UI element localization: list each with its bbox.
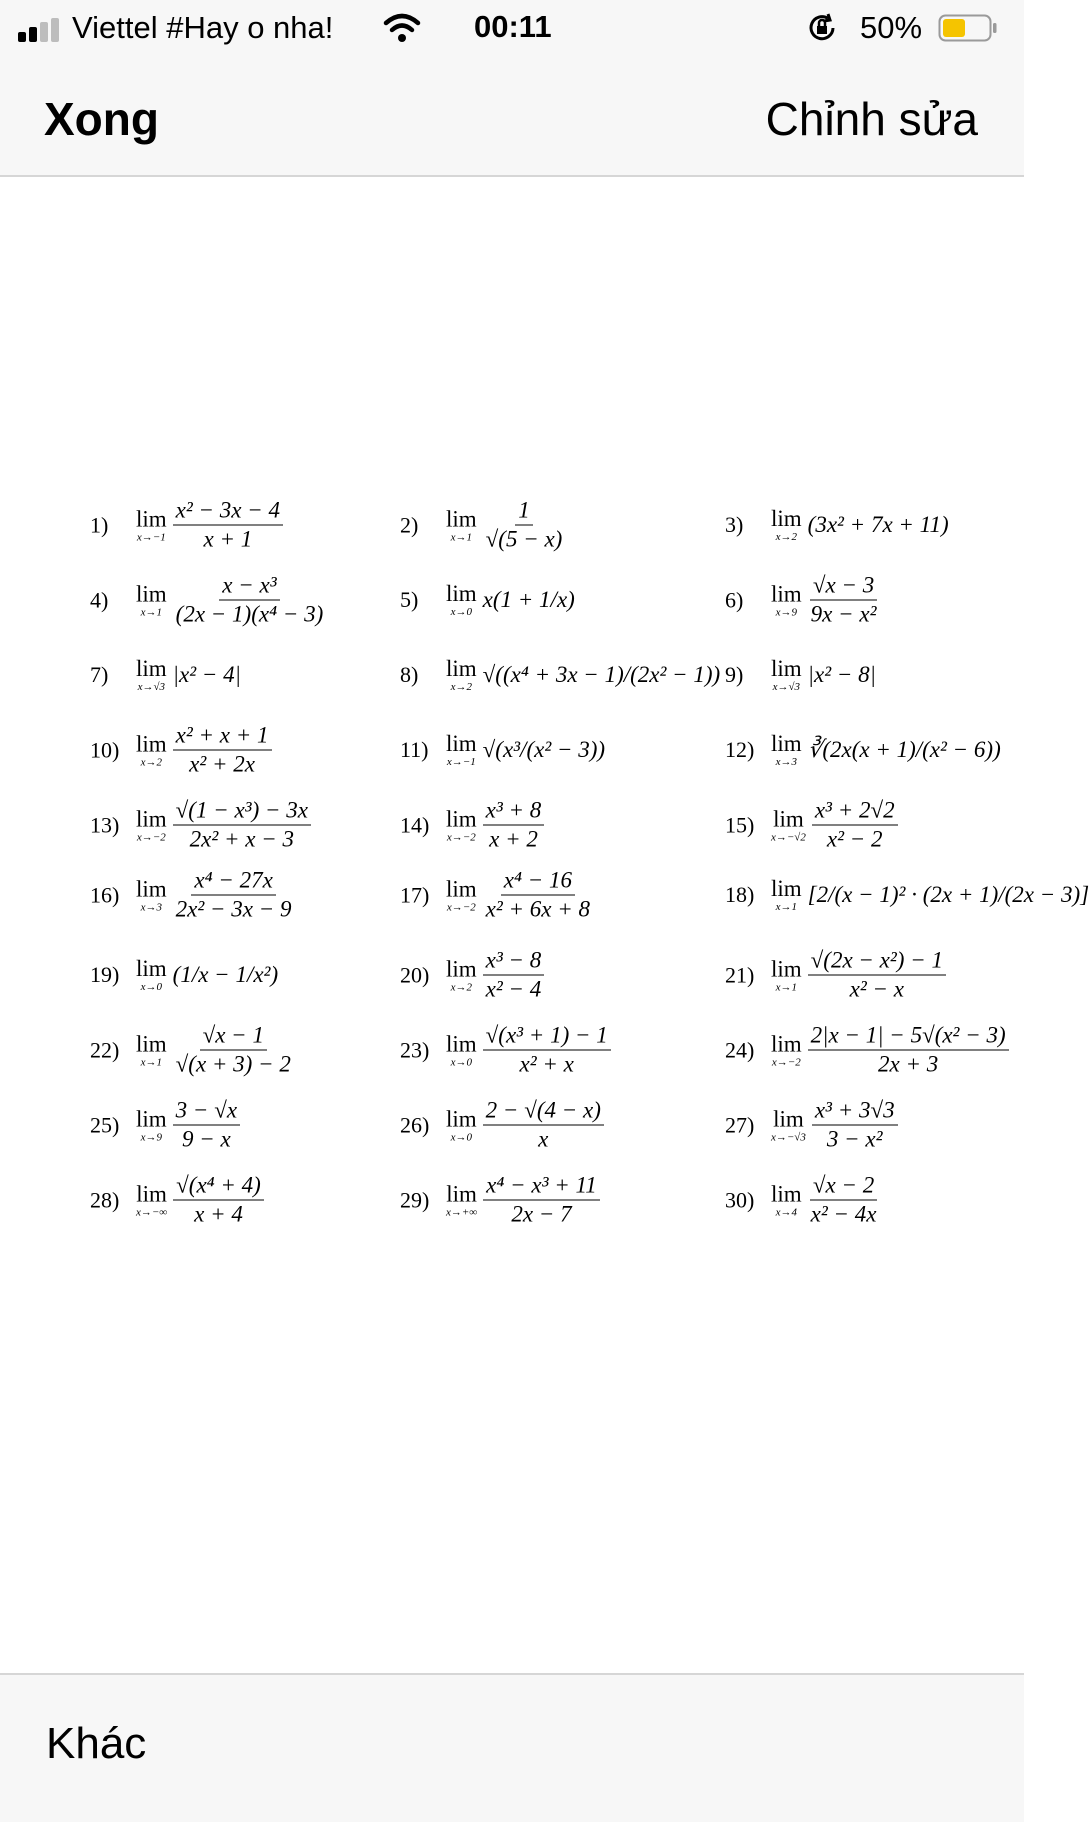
limit-operator: lim x→−2 [446,876,477,913]
denominator: 2x + 3 [878,1051,939,1077]
limit-operator: lim x→2 [136,731,167,768]
limit-subscript: x→2 [450,981,473,993]
limit-problem [90,1023,294,1078]
problem-number: 16) [90,882,120,907]
problem-number: 30) [725,1187,755,1212]
fraction [173,1098,240,1153]
fraction [483,1023,611,1078]
fraction [173,498,283,553]
numerator: x⁴ − 27x [191,868,275,896]
limit-operator: lim x→9 [771,581,802,618]
problem-number: 27) [725,1112,755,1137]
problem-number: 25) [90,1112,120,1137]
limit-problem [90,957,278,993]
limit-subscript: x→1 [140,1056,163,1068]
limit-operator: lim x→2 [771,506,802,543]
numerator: √(x⁴ + 4) [173,1173,264,1201]
fraction [173,1023,294,1078]
numerator: 2 − √(4 − x) [483,1098,604,1126]
denominator: x² − 4 [485,976,542,1002]
signal-icon [18,18,62,42]
problem-number: 17) [400,882,430,907]
problem-number: 28) [90,1187,120,1212]
limit-subscript: x→−1 [446,756,476,768]
denominator: 3 − x² [826,1126,883,1152]
limit-subscript: x→0 [140,981,163,993]
limit-problem [90,573,326,628]
limit-operator: lim x→0 [446,1031,477,1068]
limit-subscript: x→+∞ [446,1206,478,1218]
limit-problem [90,798,311,853]
problem-number: 19) [90,962,120,987]
fraction [173,573,327,628]
numerator: √x − 1 [200,1023,267,1051]
limit-expression: [2/(x − 1)² · (2x + 1)/(2x − 3)] [807,882,1089,907]
denominator: 2x² − 3x − 9 [175,896,292,922]
denominator: x + 2 [489,826,538,852]
limit-subscript: x→−2 [136,831,166,843]
fraction [808,1173,880,1228]
limit-operator: lim x→√3 [771,656,802,693]
numerator: x⁴ − x³ + 11 [483,1173,600,1201]
problem-number: 23) [400,1037,430,1062]
denominator: x² + 6x + 8 [485,896,591,922]
denominator: x² − 4x [810,1201,877,1227]
other-button[interactable]: Khác [46,1719,147,1768]
limit-subscript: x→9 [140,1131,163,1143]
limit-expression: (3x² + 7x + 11) [807,512,949,537]
battery-icon [938,14,998,42]
limit-problem [90,1098,240,1153]
limit-subscript: x→√3 [137,681,166,693]
limit-operator: lim x→√3 [136,656,167,693]
problem-number: 8) [400,662,419,687]
limit-problem [400,498,565,553]
limit-expression: √(x³/(x² − 3)) [482,737,606,762]
limit-problem [400,732,605,768]
problem-number: 18) [725,882,755,907]
limit-problem [400,798,544,853]
status-bar [0,0,1024,58]
numerator: √x − 3 [810,573,877,601]
limit-problem [90,723,272,778]
limit-operator: lim x→−∞ [136,1181,168,1218]
denominator: x² − x [849,976,904,1002]
numerator: 3 − √x [173,1098,240,1126]
fraction [483,868,593,923]
limit-subscript: x→√3 [772,681,801,693]
limit-problem [725,732,1001,768]
fraction [483,498,566,553]
problem-number: 10) [90,737,120,762]
problem-number: 4) [90,587,109,612]
limit-operator: lim x→+∞ [446,1181,478,1218]
problem-number: 24) [725,1037,755,1062]
problem-number: 3) [725,512,744,537]
edit-button[interactable]: Chỉnh sửa [765,93,978,145]
bottom-toolbar [0,1673,1024,1822]
limit-operator: lim x→−2 [446,806,477,843]
denominator: x [538,1126,549,1152]
limit-subscript: x→−2 [446,901,476,913]
limit-subscript: x→−√3 [771,1131,806,1143]
orientation-lock-icon [806,12,838,44]
limit-problem [725,798,898,853]
numerator: √x − 2 [810,1173,877,1201]
clock-time: 00:11 [474,9,552,44]
limit-operator: lim x→−2 [771,1031,802,1068]
limit-operator: lim x→9 [136,1106,167,1143]
limit-subscript: x→2 [140,756,163,768]
limit-operator: lim x→−1 [446,731,477,768]
limit-operator: lim x→4 [771,1181,802,1218]
limit-operator: lim x→−1 [136,506,167,543]
fraction [812,1098,898,1153]
limit-subscript: x→2 [775,531,798,543]
numerator: x³ + 3√3 [812,1098,898,1126]
denominator: 9x − x² [810,601,877,627]
limit-subscript: x→−1 [136,531,166,543]
numerator: 1 [515,498,533,526]
fraction [173,1173,264,1228]
limit-problem [400,1173,600,1228]
limit-operator: lim x→0 [136,956,167,993]
battery-percent: 50% [860,10,923,45]
limit-subscript: x→1 [775,981,798,993]
numerator: √(1 − x³) − 3x [173,798,311,826]
fraction [483,1098,604,1153]
fraction [173,723,272,778]
problem-number: 21) [725,962,755,987]
document-image [70,497,1089,1305]
limit-subscript: x→0 [450,1131,473,1143]
limit-problem [90,657,241,693]
limit-subscript: x→1 [450,531,473,543]
fraction [808,1023,1009,1078]
limit-operator: lim x→1 [136,581,167,618]
limit-subscript: x→0 [450,606,473,618]
limit-expression: |x² − 4| [172,662,241,687]
limit-subscript: x→4 [775,1206,798,1218]
denominator: √(x + 3) − 2 [175,1051,291,1077]
limit-operator: lim x→3 [136,876,167,913]
problem-number: 15) [725,812,755,837]
limit-problem [90,1173,264,1228]
limit-problem [725,657,876,693]
numerator: 2|x − 1| − 5√(x² − 3) [808,1023,1009,1051]
denominator: 9 − x [181,1126,231,1152]
problem-number: 14) [400,812,430,837]
problem-number: 20) [400,962,430,987]
fraction [483,798,545,853]
problem-number: 13) [90,812,120,837]
problem-number: 2) [400,512,419,537]
denominator: (2x − 1)(x⁴ − 3) [175,601,324,627]
limit-subscript: x→9 [775,606,798,618]
limit-problem [400,582,575,618]
numerator: x³ + 2√2 [812,798,898,826]
limit-subscript: x→0 [450,1056,473,1068]
limit-subscript: x→3 [775,756,798,768]
denominator: 2x² + x − 3 [189,826,294,852]
problem-number: 5) [400,587,419,612]
problem-number: 12) [725,737,755,762]
fraction [173,798,311,853]
limit-problem [725,1098,898,1153]
limit-subscript: x→−2 [771,1056,801,1068]
limit-subscript: x→−√2 [771,831,806,843]
problem-number: 1) [90,512,109,537]
limit-problem [725,877,1089,913]
limit-expression: |x² − 8| [807,662,876,687]
denominator: √(5 − x) [485,526,563,552]
limit-operator: lim x→−√3 [771,1106,806,1143]
limit-problem [90,498,283,553]
problem-number: 7) [90,662,109,687]
limit-expression: ∛(2x(x + 1)/(x² − 6)) [807,737,1001,762]
numerator: √(2x − x²) − 1 [808,948,946,976]
limit-operator: lim x→2 [446,656,477,693]
problem-number: 29) [400,1187,430,1212]
limit-expression: (1/x − 1/x²) [172,962,279,987]
limit-problem [725,1023,1009,1078]
numerator: x² − 3x − 4 [173,498,283,526]
limit-problem [400,657,720,693]
limit-problem [400,1098,604,1153]
limit-problem [90,868,295,923]
limit-problem [400,1023,611,1078]
limit-problem [725,1173,880,1228]
fraction [808,948,946,1003]
problem-number: 9) [725,662,744,687]
limit-subscript: x→1 [775,901,798,913]
limit-operator: lim x→3 [771,731,802,768]
problem-number: 6) [725,587,744,612]
denominator: x² + 2x [189,751,256,777]
denominator: x² − 2 [826,826,883,852]
problem-number: 11) [400,737,429,762]
denominator: x + 1 [203,526,253,552]
limit-operator: lim x→1 [771,876,802,913]
numerator: √(x³ + 1) − 1 [483,1023,611,1051]
limit-operator: lim x→1 [136,1031,167,1068]
limit-subscript: x→2 [450,681,473,693]
problem-number: 22) [90,1037,120,1062]
limit-subscript: x→−∞ [136,1206,168,1218]
limit-operator: lim x→−√2 [771,806,806,843]
limit-subscript: x→3 [140,901,163,913]
limit-operator: lim x→0 [446,581,477,618]
denominator: 2x − 7 [511,1201,572,1227]
limit-expression: √((x⁴ + 3x − 1)/(2x² − 1)) [482,662,721,687]
limit-subscript: x→−2 [446,831,476,843]
wifi-icon [382,12,422,44]
denominator: x + 4 [194,1201,243,1227]
limit-operator: lim x→2 [446,956,477,993]
limit-problem [725,948,946,1003]
carrier-name: Viettel #Hay o nha! [72,10,334,45]
numerator: x − x³ [219,573,279,601]
limit-expression: x(1 + 1/x) [482,587,575,612]
limit-subscript: x→1 [140,606,163,618]
limit-problem [725,507,949,543]
limit-operator: lim x→1 [771,956,802,993]
limit-operator: lim x→0 [446,1106,477,1143]
numerator: x⁴ − 16 [501,868,575,896]
problem-number: 26) [400,1112,430,1137]
fraction [483,948,545,1003]
numerator: x² + x + 1 [173,723,272,751]
fraction [808,573,880,628]
limit-operator: lim x→−2 [136,806,167,843]
limit-problem [725,573,880,628]
fraction [812,798,898,853]
done-button[interactable]: Xong [44,93,159,145]
numerator: x³ − 8 [483,948,545,976]
limit-operator: lim x→1 [446,506,477,543]
denominator: x² + x [519,1051,574,1077]
limit-problem [400,868,593,923]
limit-problem [400,948,544,1003]
fraction [483,1173,600,1228]
fraction [173,868,295,923]
numerator: x³ + 8 [483,798,545,826]
navigation-bar [0,58,1024,177]
